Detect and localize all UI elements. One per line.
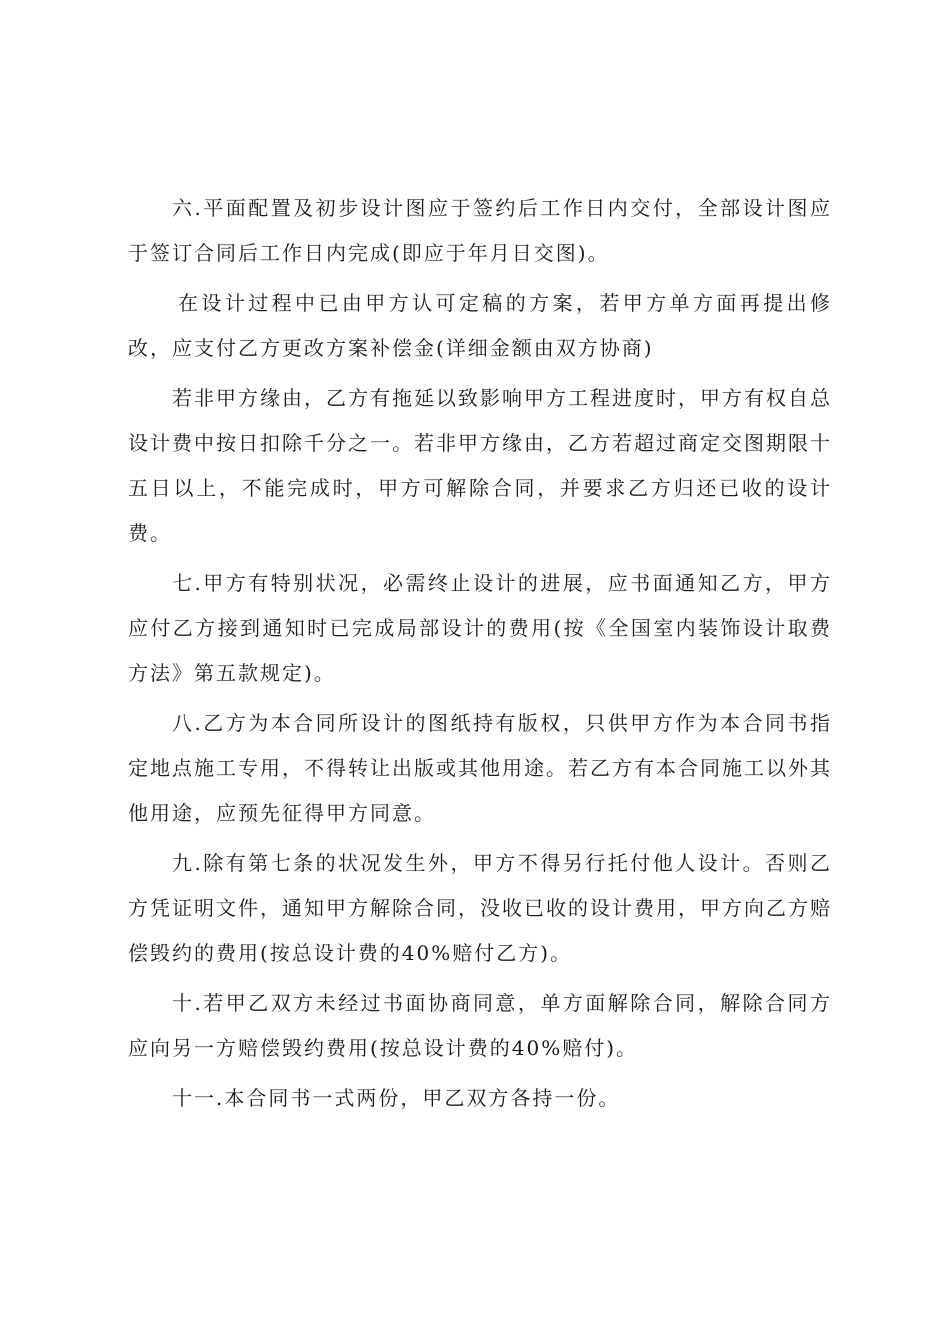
clause-9-no-delegation: 九.除有第七条的状况发生外，甲方不得另行托付他人设计。否则乙方凭证明文件，通知甲方解除合同，没收已收的设计费用，甲方向乙方赔偿毁约的费用(按总设计费的40%赔付乙方)。 (128, 851, 832, 965)
clause-6-delay-penalty: 若非甲方缘由，乙方有拖延以致影响甲方工程进度时，甲方有权自总设计费中按日扣除千分之一。若非甲方缘由，乙方若超过商定交图期限十五日以上，不能完成时，甲方可解除合同，并要求乙方归还已收的设计费。 (128, 386, 832, 545)
clause-11-copies: 十一.本合同书一式两份，甲乙双方各持一份。 (172, 1086, 621, 1110)
clause-7-termination: 七.甲方有特别状况，必需终止设计的进展，应书面通知乙方，甲方应付乙方接到通知时已完成局部设计的费用(按《全国室内装饰设计取费方法》第五款规定)。 (128, 571, 832, 685)
clause-6-delivery: 六.平面配置及初步设计图应于签约后工作日内交付，全部设计图应于签订合同后工作日内完成(即应于年月日交图)。 (128, 196, 832, 265)
clause-6-modification-fee: 在设计过程中已由甲方认可定稿的方案，若甲方单方面再提出修改，应支付乙方更改方案补偿金(详细金额由双方协商) (128, 291, 832, 360)
document-body (128, 186, 832, 1126)
clause-8-copyright: 八.乙方为本合同所设计的图纸持有版权，只供甲方作为本合同书指定地点施工专用，不得转让出版或其他用途。若乙方有本合同施工以外其他用途，应预先征得甲方同意。 (128, 711, 832, 825)
clause-10-unilateral-termination: 十.若甲乙双方未经过书面协商同意，单方面解除合同，解除合同方应向另一方赔偿毁约费用(按总设计费的40%赔付)。 (128, 991, 832, 1060)
